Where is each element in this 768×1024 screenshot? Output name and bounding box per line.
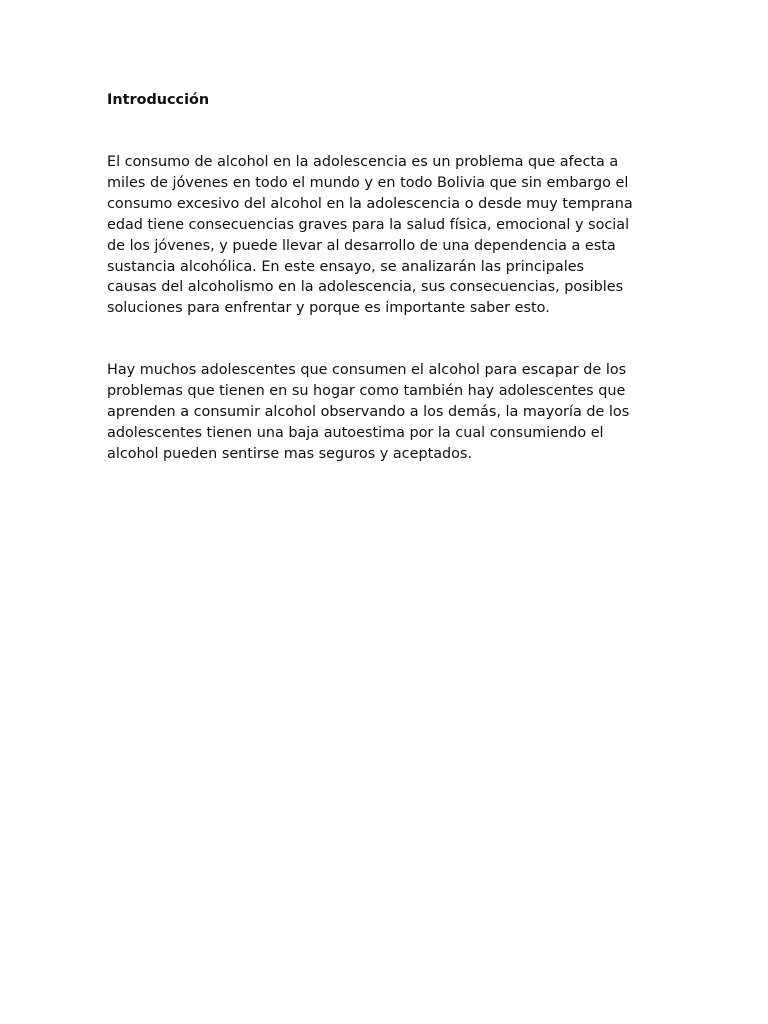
paragraph-line: adolescentes tienen una baja autoestima por la cual consumiendo el (107, 424, 604, 441)
paragraph-line: sustancia alcohólica. En este ensayo, se analizarán las principales (107, 258, 585, 275)
paragraph-line: alcohol pueden sentirse mas seguros y aceptados. (107, 445, 473, 462)
paragraph-line: El consumo de alcohol en la adolescencia es un problema que afecta a (107, 154, 619, 170)
paragraph-line: problemas que tienen en su hogar como también hay adolescentes que (107, 383, 626, 400)
document-heading: Introducción (107, 92, 210, 108)
paragraph-line: miles de jóvenes en todo el mundo y en todo Bolivia que sin embargo el (107, 174, 629, 191)
paragraph-line: causas del alcoholismo en la adolescencia, sus consecuencias, posibles (107, 279, 624, 296)
paragraph-causes (107, 360, 667, 465)
paragraph-line: Hay muchos adolescentes que consumen el alcohol para escapar de los (107, 362, 627, 379)
paragraph-line: aprenden a consumir alcohol observando a los demás, la mayoría de los (107, 404, 630, 421)
paragraph-line: de los jóvenes, y puede llevar al desarrollo de una dependencia a esta (107, 237, 616, 254)
paragraph-line: consumo excesivo del alcohol en la adolescencia o desde muy temprana (107, 195, 633, 212)
paragraph-line: soluciones para enfrentar y porque es importante saber esto. (107, 300, 550, 317)
document-body (107, 90, 667, 465)
paragraph-introduction (107, 152, 667, 319)
paragraph-line: edad tiene consecuencias graves para la salud física, emocional y social (107, 216, 630, 233)
